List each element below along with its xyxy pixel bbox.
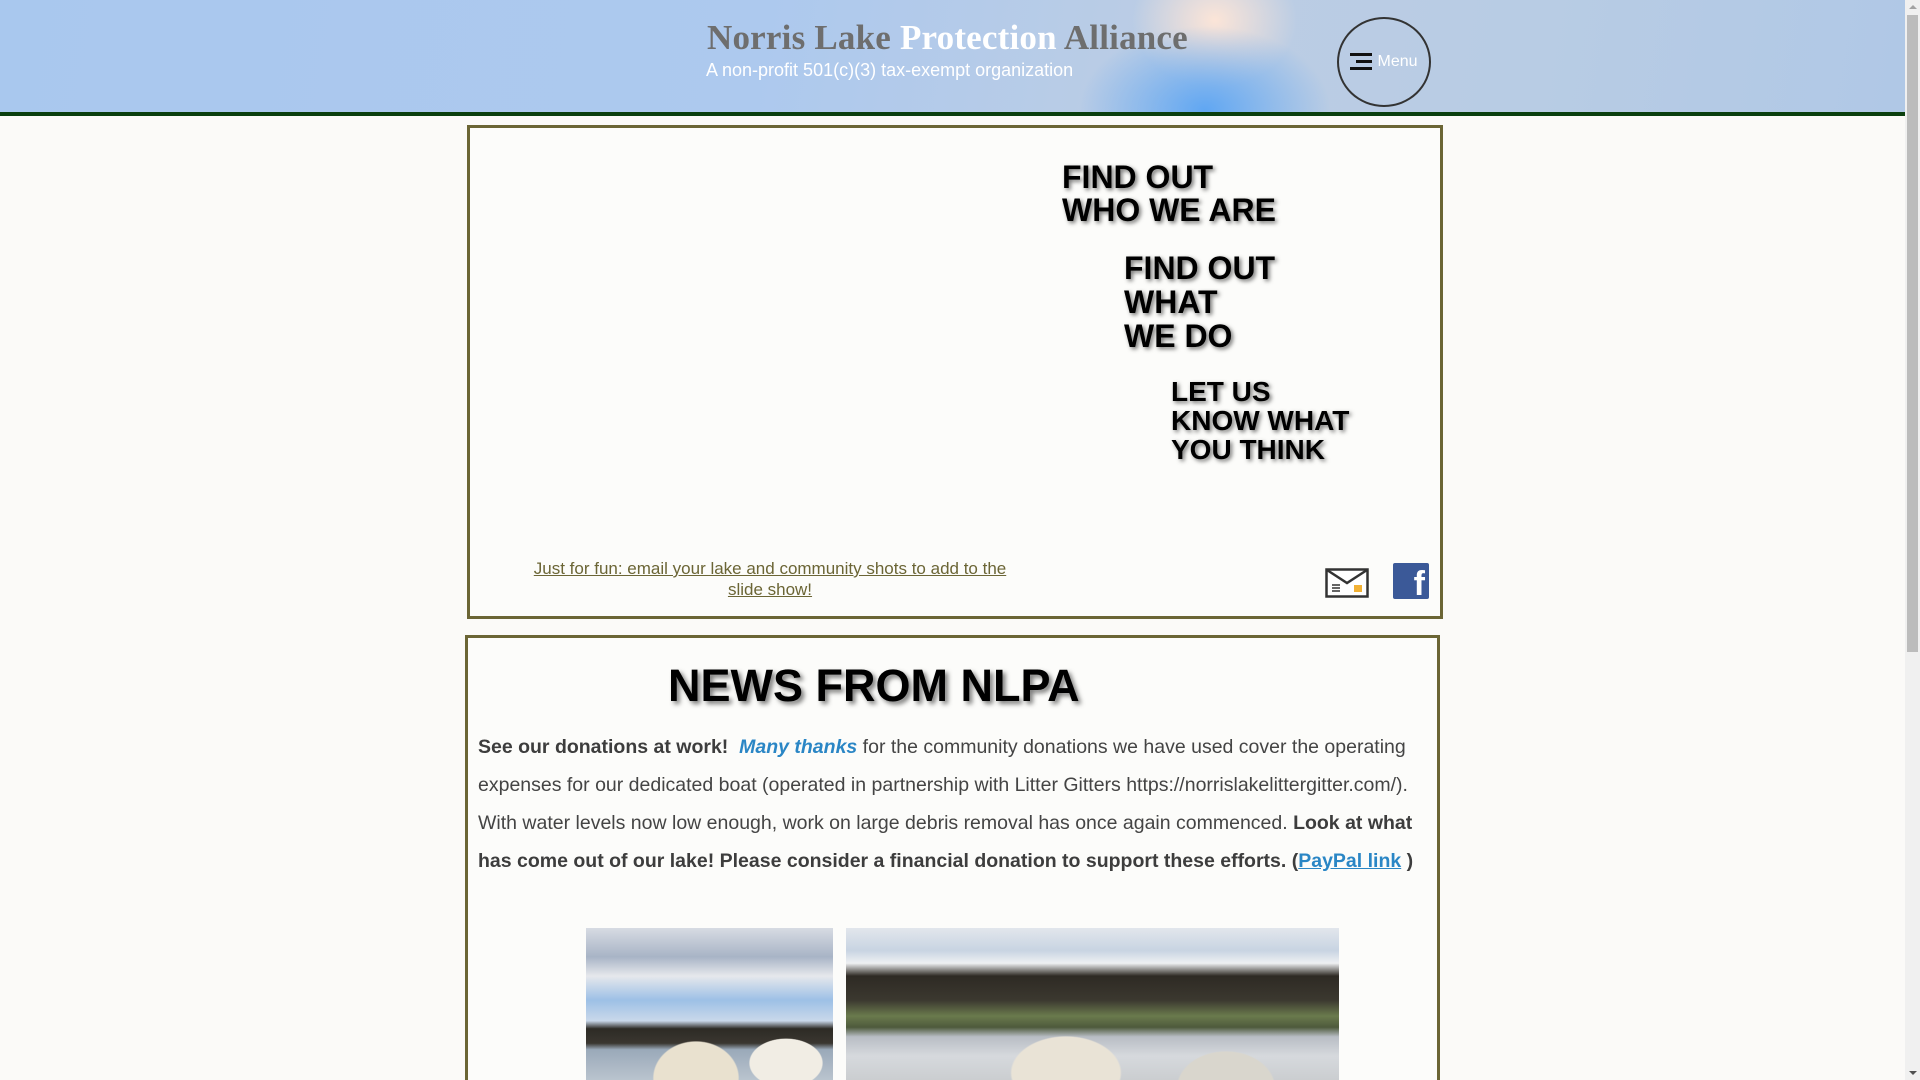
scroll-thumb[interactable] bbox=[1907, 15, 1918, 652]
slideshow[interactable] bbox=[490, 148, 1010, 548]
news-panel bbox=[465, 635, 1440, 1080]
paypal-link[interactable]: PayPal link bbox=[1298, 850, 1402, 872]
many-thanks: Many thanks bbox=[739, 736, 858, 758]
facebook-icon[interactable] bbox=[1393, 563, 1429, 599]
nav-link-what-we-do[interactable] bbox=[1124, 251, 1275, 353]
debris-photo-1[interactable] bbox=[586, 928, 833, 1080]
scroll-up-arrow-icon[interactable] bbox=[1905, 0, 1920, 14]
hero-panel bbox=[467, 125, 1443, 619]
nav-link-who-we-are[interactable] bbox=[1062, 161, 1276, 227]
header-divider bbox=[0, 112, 1905, 116]
site-tagline: A non-profit 501(c)(3) tax-exempt organization bbox=[706, 60, 1074, 80]
nav-line: LET US bbox=[1171, 376, 1271, 407]
nav-line: FIND OUT bbox=[1062, 159, 1214, 195]
news-title: NEWS FROM NLPA bbox=[668, 660, 1080, 711]
email-icon[interactable] bbox=[1325, 568, 1369, 598]
news-body bbox=[478, 728, 1418, 880]
nav-line: WE DO bbox=[1124, 318, 1233, 354]
email-photos-link[interactable]: Just for fun: email your lake and community shots to add to the slide show! bbox=[533, 559, 1007, 599]
nav-line: FIND OUT bbox=[1124, 250, 1276, 286]
nav-line: YOU THINK bbox=[1171, 434, 1325, 465]
nav-line: WHO WE ARE bbox=[1062, 192, 1276, 228]
facebook-glyph: f bbox=[1413, 565, 1425, 599]
title-part-2: Protection bbox=[899, 18, 1057, 57]
site-header bbox=[0, 0, 1905, 112]
news-intro: See our donations at work! bbox=[478, 736, 729, 758]
debris-photo-2[interactable] bbox=[846, 928, 1339, 1080]
title-part-3: Alliance bbox=[1056, 18, 1188, 57]
scroll-down-arrow-icon[interactable] bbox=[1905, 1066, 1920, 1080]
nav-link-contact[interactable] bbox=[1171, 377, 1349, 464]
news-text-2: Look at what has come out of our lake! Please consider a financial donation to support these efforts. ( bbox=[478, 812, 1413, 872]
menu-button[interactable] bbox=[1337, 17, 1431, 107]
news-text-1: for the community donations we have used cover the operating expenses for our dedicated boat (operated in partnership with Litter Gitters https://norrislakelittergitter.com/). With water levels now low enough, work on large debris removal has once again commenced. bbox=[478, 736, 1408, 834]
nav-line: WHAT bbox=[1124, 284, 1218, 320]
title-part-1: Norris Lake bbox=[707, 18, 900, 57]
hamburger-icon bbox=[1350, 53, 1372, 71]
nav-line: KNOW WHAT bbox=[1171, 405, 1350, 436]
page-scrollbar[interactable] bbox=[1905, 0, 1920, 1080]
site-title[interactable] bbox=[707, 18, 1188, 58]
close-paren: ) bbox=[1401, 850, 1414, 872]
menu-label: Menu bbox=[1377, 53, 1418, 70]
